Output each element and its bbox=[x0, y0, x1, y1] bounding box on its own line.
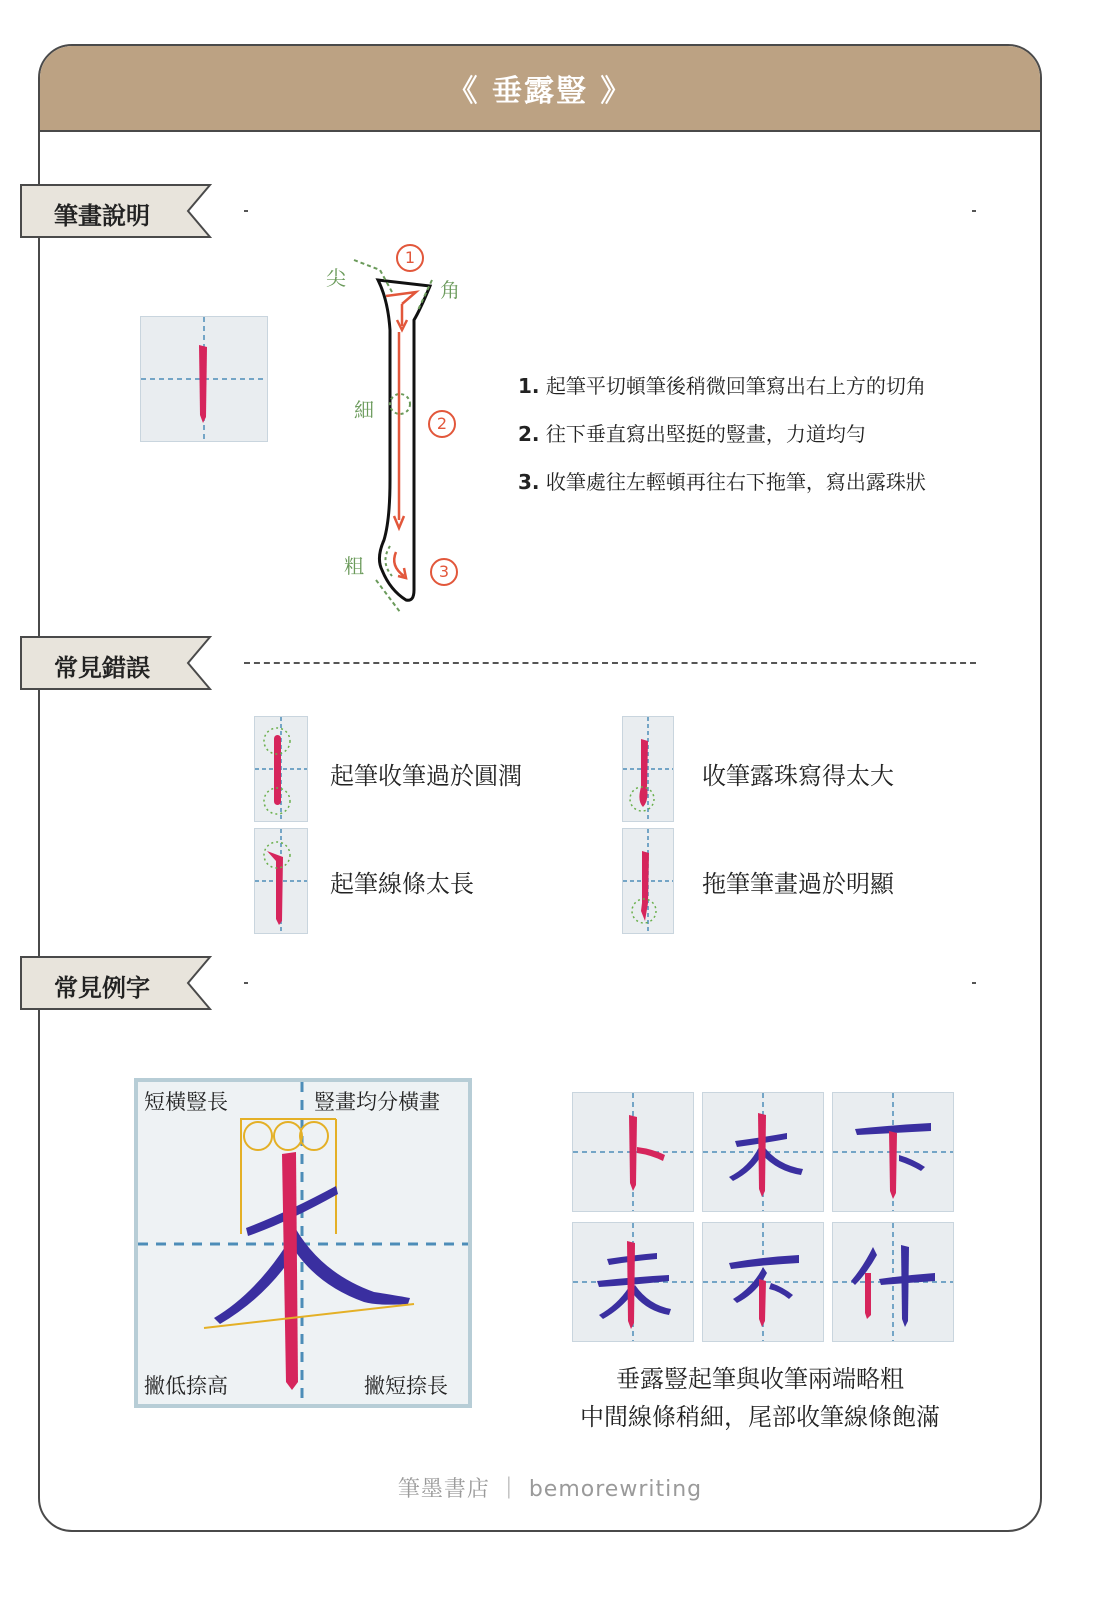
mistake-text: 收筆露珠寫得太大 bbox=[702, 762, 894, 790]
step-text: 往下垂直寫出堅挺的豎畫，力道均勻 bbox=[545, 422, 866, 446]
example-character-bu bbox=[572, 1092, 694, 1212]
mistake-stroke bbox=[623, 829, 673, 933]
character-drawing bbox=[573, 1223, 693, 1341]
character-drawing bbox=[573, 1093, 693, 1211]
sample-stroke bbox=[141, 317, 267, 441]
mistake-sample-round bbox=[254, 716, 308, 822]
label-corner: 角 bbox=[440, 278, 460, 302]
divider bbox=[972, 210, 976, 212]
example-character-mu bbox=[138, 1082, 468, 1404]
step-2 bbox=[518, 418, 866, 447]
mistake-stroke bbox=[255, 829, 307, 933]
step-number-1: 1 bbox=[396, 244, 424, 272]
mistake-sample-drag bbox=[622, 828, 674, 934]
mistake-text: 起筆線條太長 bbox=[330, 870, 474, 898]
divider bbox=[244, 662, 976, 664]
section-title-explain: 筆畫說明 bbox=[54, 202, 150, 230]
example-character-xia bbox=[832, 1092, 954, 1212]
step-3 bbox=[518, 466, 926, 495]
mistake-text: 起筆收筆過於圓潤 bbox=[330, 762, 522, 790]
caption-line: 垂露豎起筆與收筆兩端略粗 bbox=[616, 1365, 904, 1393]
tip-bottom-left: 撇低捺高 bbox=[144, 1374, 228, 1398]
step-text: 收筆處往左輕頓再往右下拖筆，寫出露珠狀 bbox=[545, 470, 926, 494]
divider bbox=[972, 982, 976, 984]
caption-line: 中間線條稍細，尾部收筆線條飽滿 bbox=[580, 1403, 940, 1431]
label-thin: 細 bbox=[354, 398, 374, 422]
step-num: 1. bbox=[518, 374, 540, 398]
character-drawing bbox=[833, 1093, 953, 1211]
character-drawing bbox=[833, 1223, 953, 1341]
sample-stroke-box bbox=[140, 316, 268, 442]
example-caption bbox=[560, 1360, 960, 1436]
mistake-stroke bbox=[623, 717, 673, 821]
mistake-sample-long-start bbox=[254, 828, 308, 934]
tip-top-left: 短橫豎長 bbox=[144, 1090, 228, 1114]
mistake-stroke bbox=[255, 717, 307, 821]
step-number-3: 3 bbox=[430, 558, 458, 586]
character-drawing bbox=[703, 1093, 823, 1211]
divider bbox=[244, 210, 248, 212]
footer-brand: 筆墨書店 ｜ bemorewriting bbox=[397, 1477, 703, 1502]
step-num: 3. bbox=[518, 470, 540, 494]
mistake-sample-big-dew bbox=[622, 716, 674, 822]
example-grid-mu bbox=[134, 1078, 472, 1408]
step-1 bbox=[518, 370, 926, 399]
label-tip: 尖 bbox=[326, 266, 346, 290]
section-tag-explain bbox=[20, 184, 210, 238]
example-character-shen bbox=[832, 1222, 954, 1342]
page-title: 《 垂露豎 》 bbox=[447, 74, 633, 109]
tip-top-right: 豎畫均分橫畫 bbox=[314, 1090, 440, 1114]
step-num: 2. bbox=[518, 422, 540, 446]
example-character-bu2 bbox=[702, 1222, 824, 1342]
section-tag-mistakes bbox=[20, 636, 210, 690]
title-bar bbox=[40, 46, 1040, 132]
character-drawing bbox=[703, 1223, 823, 1341]
divider bbox=[244, 982, 248, 984]
label-thick: 粗 bbox=[344, 554, 364, 578]
step-number-2: 2 bbox=[428, 410, 456, 438]
mistake-text: 拖筆筆畫過於明顯 bbox=[702, 870, 894, 898]
section-title-mistakes: 常見錯誤 bbox=[54, 654, 150, 682]
section-tag-examples bbox=[20, 956, 210, 1010]
example-character-wei bbox=[572, 1222, 694, 1342]
step-text: 起筆平切頓筆後稍微回筆寫出右上方的切角 bbox=[545, 374, 926, 398]
section-title-examples: 常見例字 bbox=[54, 974, 150, 1002]
tip-bottom-right: 撇短捺長 bbox=[364, 1374, 448, 1398]
example-character-mu-small bbox=[702, 1092, 824, 1212]
